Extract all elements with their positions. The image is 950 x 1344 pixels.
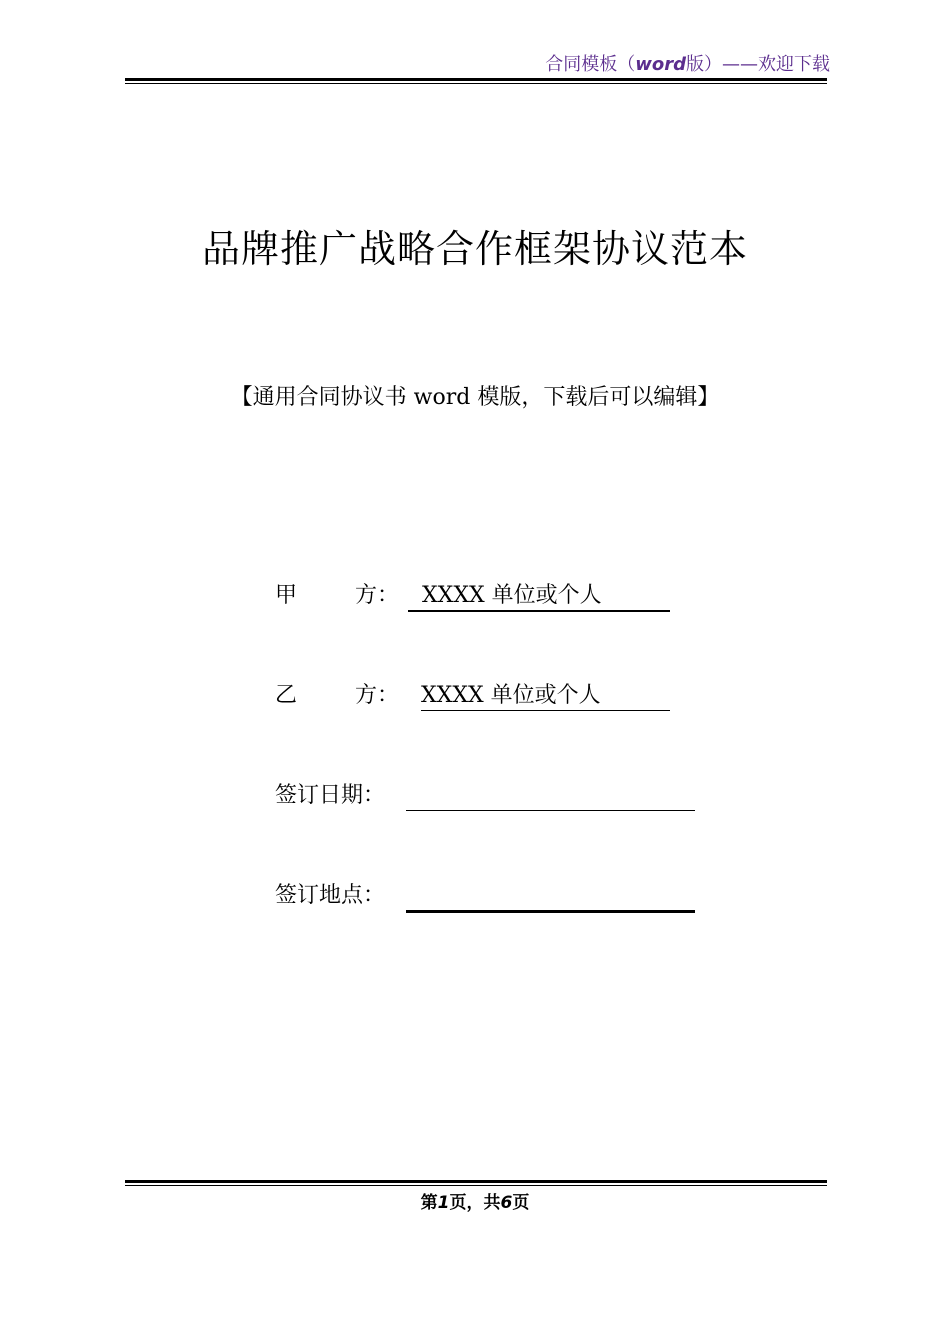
sign-date-label: 签订日期：	[275, 783, 386, 808]
header-text	[545, 50, 830, 76]
footer-rule	[125, 1180, 827, 1186]
header-rule	[125, 78, 827, 84]
sign-place-input[interactable]	[406, 880, 695, 913]
page-number: 第1页，共6页	[420, 1193, 530, 1213]
header-word: word	[635, 54, 686, 75]
party-b-label: 乙 方：	[275, 683, 400, 708]
party-b-value: XXXX 单位或个人	[421, 683, 601, 708]
party-a-value: XXXX 单位或个人	[422, 583, 602, 608]
total-pages: 6	[500, 1193, 513, 1213]
party-a-input[interactable]	[408, 580, 670, 612]
party-b-field	[275, 680, 601, 712]
sign-date-input[interactable]	[406, 780, 695, 811]
party-a-label: 甲 方：	[275, 583, 400, 608]
header-suffix: 版）——欢迎下载	[686, 54, 830, 75]
party-b-input[interactable]	[421, 680, 670, 711]
header-prefix: 合同模板（	[545, 54, 636, 75]
sign-place-field	[275, 880, 385, 912]
document-subtitle: 【通用合同协议书 word 模版，下载后可以编辑】	[230, 385, 720, 410]
party-a-field	[275, 580, 602, 612]
sign-date-field	[275, 780, 385, 812]
sign-place-label: 签订地点：	[275, 883, 386, 908]
current-page: 1	[437, 1193, 450, 1213]
document-title: 品牌推广战略合作框架协议范本	[201, 227, 748, 271]
